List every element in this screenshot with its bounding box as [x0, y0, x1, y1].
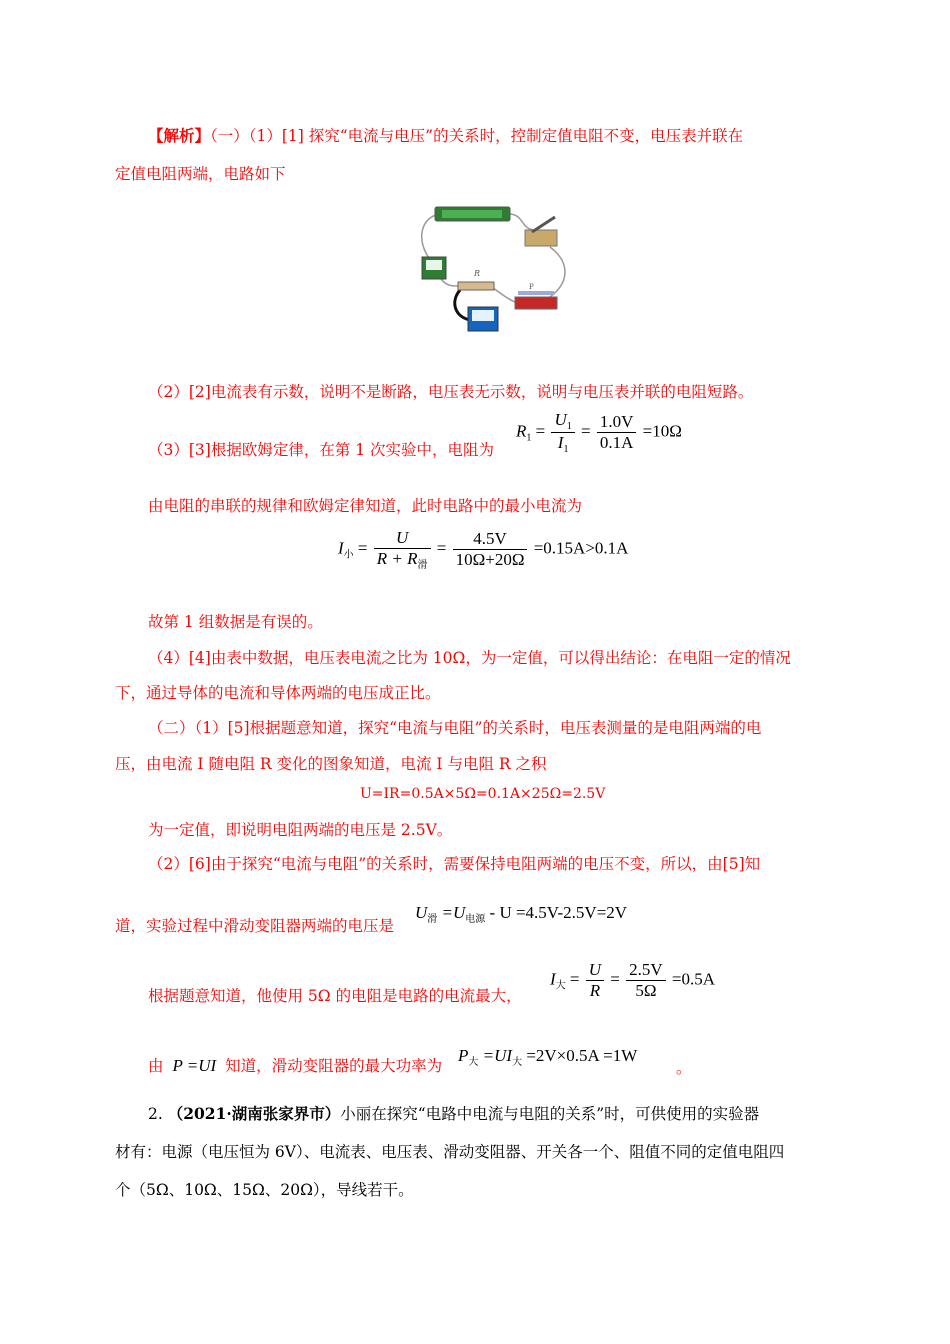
analysis-tag: 【解析】 — [148, 126, 211, 145]
analysis-line-12: 为一定值，即说明电阻两端的电压是 2.5V。 — [148, 821, 453, 839]
switch-icon — [525, 217, 557, 246]
resistor-icon — [458, 282, 494, 290]
analysis-line-8: 下，通过导体的电流和导体两端的电压成正比。 — [115, 684, 441, 702]
formula-i-min: $I_小$ = $\frac{U}{R + R_滑}$ = $\frac{4.5V}{10\Omega+20\Omega}$ =0.15A>0.1A — [338, 528, 629, 571]
analysis-line-16: 由 P =UI 知道，滑动变阻器的最大功率为 — [148, 1056, 443, 1075]
question-2-line-3: 个（5Ω、10Ω、15Ω、20Ω），导线若干。 — [115, 1181, 414, 1199]
analysis-line-3: （2）[2]电流表有示数，说明不是断路，电压表无示数，说明与电压表并联的电阻短路。 — [148, 383, 754, 401]
analysis-line-1: 【解析】（一）（1）[1] 探究“电流与电压”的关系时，控制定值电阻不变，电压表并联在 — [148, 126, 744, 145]
analysis-line-4: （3）[3]根据欧姆定律，在第 1 次实验中，电阻为 — [148, 441, 495, 459]
analysis-line-9: （二）（1）[5]根据题意知道，探究“电流与电阻”的关系时，电压表测量的是电阻两端的电 — [148, 719, 762, 737]
formula-p-max: $P_大 =UI_大 =2V\times 0.5A =1W$ — [458, 1046, 638, 1068]
formula-r1: $R_1$ = $\frac{U_1}{I_1}$ = $\frac{1.0V}{0.1A}$ =10Ω — [516, 410, 682, 455]
period: 。 — [676, 1059, 692, 1077]
question-2-line-1: 2. （2021·湖南张家界市）小丽在探究“电路中电流与电阻的关系”时，可供使用的实验器 — [148, 1104, 760, 1123]
rheostat-icon — [515, 291, 557, 309]
analysis-line-13: （2）[6]由于探究“电流与电阻”的关系时，需要保持电阻两端的电压不变，所以，由[5]知 — [148, 855, 761, 873]
analysis-line-14: 道，实验过程中滑动变阻器两端的电压是 — [115, 917, 395, 935]
analysis-line-6: 故第 1 组数据是有误的。 — [148, 613, 323, 631]
slider-label: P — [529, 283, 534, 291]
voltmeter-icon — [422, 257, 446, 279]
circuit-diagram — [410, 202, 580, 342]
formula-u-slide: $U_滑 =U_{电源} - U =4.5V-2.5V=2V$ — [415, 903, 628, 925]
analysis-line-2: 定值电阻两端，电路如下 — [115, 165, 286, 183]
analysis-line-15: 根据题意知道，他使用 5Ω 的电阻是电路的电流最大， — [148, 987, 522, 1005]
resistor-label: R — [474, 269, 481, 278]
formula-i-max: $I_大$ = $\frac{U}{R}$ = $\frac{2.5V}{5\Omega}$ =0.5A — [550, 960, 716, 1000]
question-2-line-2: 材有：电源（电压恒为 6V）、电流表、电压表、滑动变阻器、开关各一个、阻值不同的定值电阻四 — [115, 1143, 785, 1161]
formula-p-ui: P =UI — [172, 1056, 217, 1075]
question-source: （2021·湖南张家界市） — [167, 1104, 341, 1123]
analysis-line-10: 压，由电流 I 随电阻 R 变化的图象知道，电流 I 与电阻 R 之积 — [115, 755, 547, 773]
analysis-line-7: （4）[4]由表中数据，电压表电流之比为 10Ω，为一定值，可以得出结论：在电阻一定的情况 — [148, 649, 791, 667]
ammeter-icon — [468, 307, 498, 331]
formula-u-ir: U=IR=0.5A×5Ω=0.1A×25Ω=2.5V — [360, 786, 606, 802]
analysis-line-5: 由电阻的串联的规律和欧姆定律知道，此时电路中的最小电流为 — [148, 497, 583, 515]
